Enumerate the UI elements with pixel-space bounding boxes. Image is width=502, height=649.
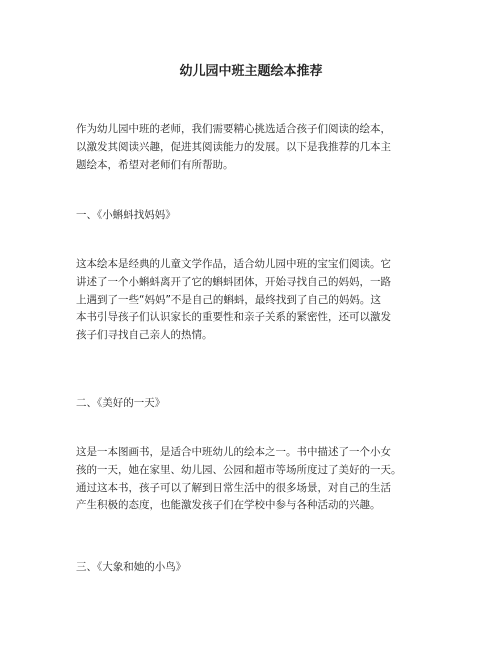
body-line: 孩的一天，她在家里、幼儿园、公园和超市等场所度过了美好的一天。 [76, 463, 402, 476]
body-line: 本书引导孩子们认识家长的重要性和亲子关系的紧密性，还可以激发 [76, 311, 391, 324]
section-heading-2: 二、《美好的一天》 [76, 397, 166, 409]
section-heading-3: 三、《大象和她的小鸟》 [76, 561, 187, 573]
intro-line: 作为幼儿园中班的老师，我们需要精心挑选适合孩子们阅读的绘本， [76, 123, 391, 135]
body-line: 通过这本书，孩子可以了解到日常生活中的很多场景，对自己的生活 [76, 481, 391, 494]
intro-line: 以激发其阅读兴趣，促进其阅读能力的发展。以下是我推荐的几本主 [76, 140, 391, 153]
intro-line: 题绘本，希望对老师们有所帮助。 [76, 158, 234, 171]
intro-paragraph [76, 121, 436, 174]
page-title: 幼儿园中班主题绘本推荐 [179, 64, 323, 79]
body-line: 这是一本图画书，是适合中班幼儿的绘本之一。书中描述了一个小女 [76, 446, 391, 458]
body-line: 上遇到了一些“妈妈”不是自己的蝌蚪，最终找到了自己的妈妈。这 [76, 293, 381, 306]
body-line: 讲述了一个小蝌蚪离开了它的蝌蚪团体，开始寻找自己的妈妈，一路 [76, 275, 391, 288]
body-line: 这本绘本是经典的儿童文学作品，适合幼儿园中班的宝宝们阅读。它 [76, 258, 391, 270]
section-body-2 [76, 444, 436, 515]
body-line: 孩子们寻找自己亲人的热情。 [76, 329, 213, 342]
body-line: 产生积极的态度，也能激发孩子们在学校中参与各种活动的兴趣。 [76, 499, 381, 512]
section-body-1 [76, 256, 436, 345]
section-heading-1: 一、《小蝌蚪找妈妈》 [76, 209, 176, 221]
